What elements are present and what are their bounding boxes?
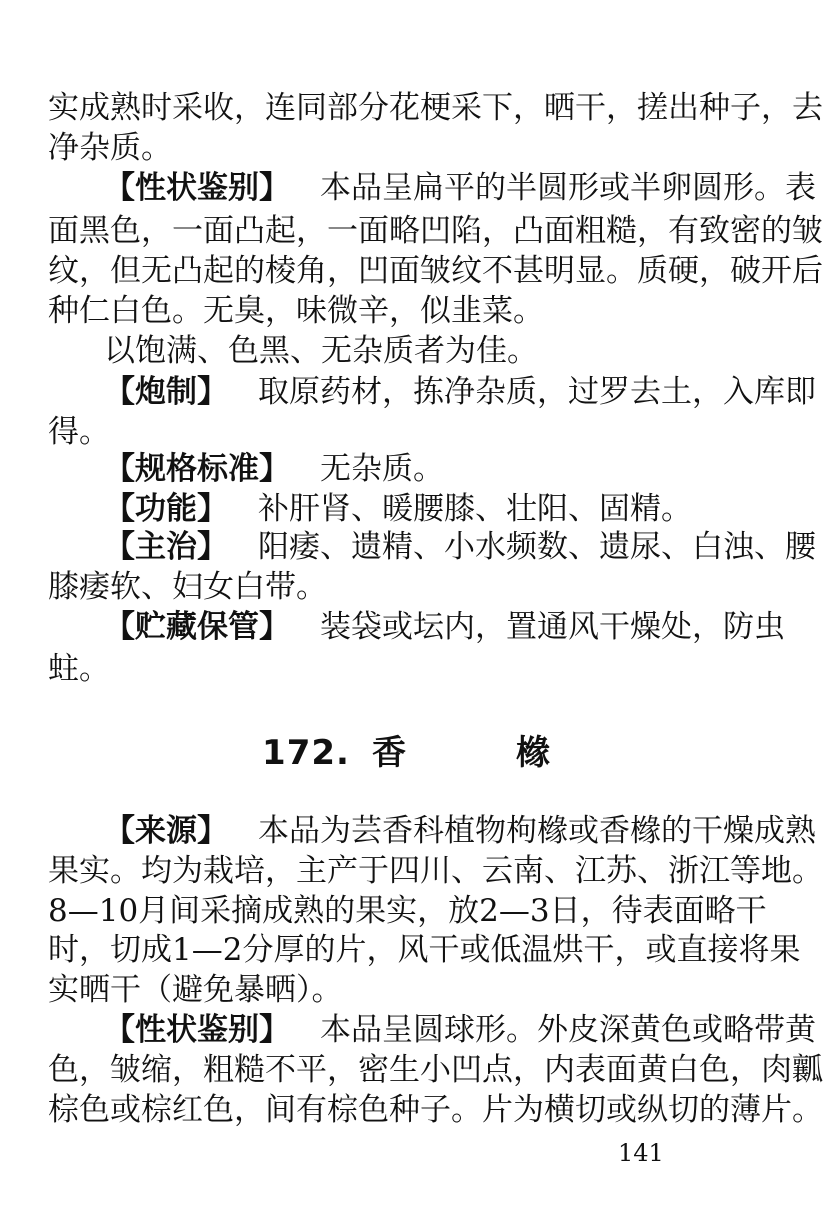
- text-line: 面黑色，一面凸起，一面略凹陷，凸面粗糙，有致密的皱: [48, 213, 823, 249]
- heading-laiyuan: 【来源】: [104, 813, 228, 849]
- text-line-gongneng-heading: [104, 489, 712, 529]
- text-fragment: 本品为芸香科植物枸橼或香橼的干燥成熟: [258, 813, 816, 849]
- text-line: 时，切成1—2分厚的片，风干或低温烘干，或直接将果: [48, 932, 801, 968]
- heading-zhuzhi: 【主治】: [104, 529, 228, 565]
- text-line: 净杂质。: [48, 130, 172, 166]
- section-title-char: 橼: [515, 733, 550, 773]
- section-number: 172.: [262, 733, 350, 773]
- text-line: 得。: [48, 414, 110, 450]
- text-fragment: 装袋或坛内，置通风干燥处，防虫: [320, 609, 785, 645]
- heading-gongneng: 【功能】: [104, 491, 228, 527]
- text-line: 棕色或棕红色，间有棕色种子。片为横切或纵切的薄片。: [48, 1092, 823, 1128]
- text-line: 8—10月间采摘成熟的果实，放2—3日，待表面略干: [48, 893, 767, 929]
- text-line: 实晒干（避免暴晒）。: [48, 972, 343, 1008]
- section-title-char: 香: [371, 733, 406, 773]
- text-line: 色，皱缩，粗糙不平，密生小凹点，内表面黄白色，肉瓤: [48, 1052, 823, 1088]
- text-line: 实成熟时采收，连同部分花梗采下，晒干，搓出种子，去: [48, 90, 823, 126]
- text-fragment: 补肝肾、暖腰膝、壮阳、固精。: [258, 491, 692, 527]
- text-line: 膝痿软、妇女白带。: [48, 569, 327, 605]
- heading-paozhi: 【炮制】: [104, 374, 228, 410]
- text-line-guige-heading: [104, 449, 712, 489]
- text-line-laiyuan-heading: [104, 811, 816, 851]
- heading-xingzhuang-jianbie: 【性状鉴别】: [104, 170, 290, 206]
- text-fragment: 本品呈圆球形。外皮深黄色或略带黄: [320, 1012, 816, 1048]
- text-line: 果实。均为栽培，主产于四川、云南、江苏、浙江等地。: [48, 853, 823, 889]
- heading-guige-biaozhun: 【规格标准】: [104, 451, 290, 487]
- text-line-xingzhuang-heading: [104, 168, 816, 208]
- text-line: 以饱满、色黑、无杂质者为佳。: [104, 333, 538, 369]
- text-fragment: 无杂质。: [320, 451, 444, 487]
- text-line: 纹，但无凸起的棱角，凹面皱纹不甚明显。质硬，破开后: [48, 253, 823, 289]
- heading-xingzhuang-jianbie: 【性状鉴别】: [104, 1012, 290, 1048]
- heading-zhucang-baoguan: 【贮藏保管】: [104, 609, 290, 645]
- text-line: 蛀。: [48, 651, 110, 687]
- text-line-zhucang-heading: [104, 607, 785, 647]
- text-fragment: 取原药材，拣净杂质，过罗去土，入库即: [258, 374, 816, 410]
- page-number: 141: [618, 1139, 664, 1167]
- text-line-paozhi-heading: [104, 372, 816, 412]
- section-title: [0, 725, 812, 781]
- text-fragment: 阳痿、遗精、小水频数、遗尿、白浊、腰: [258, 529, 816, 565]
- text-fragment: 本品呈扁平的半圆形或半卵圆形。表: [320, 170, 816, 206]
- text-line-zhuzhi-heading: [104, 527, 816, 567]
- text-line: 种仁白色。无臭，味微辛，似韭菜。: [48, 293, 544, 329]
- text-line-xingzhuang2-heading: [104, 1010, 816, 1050]
